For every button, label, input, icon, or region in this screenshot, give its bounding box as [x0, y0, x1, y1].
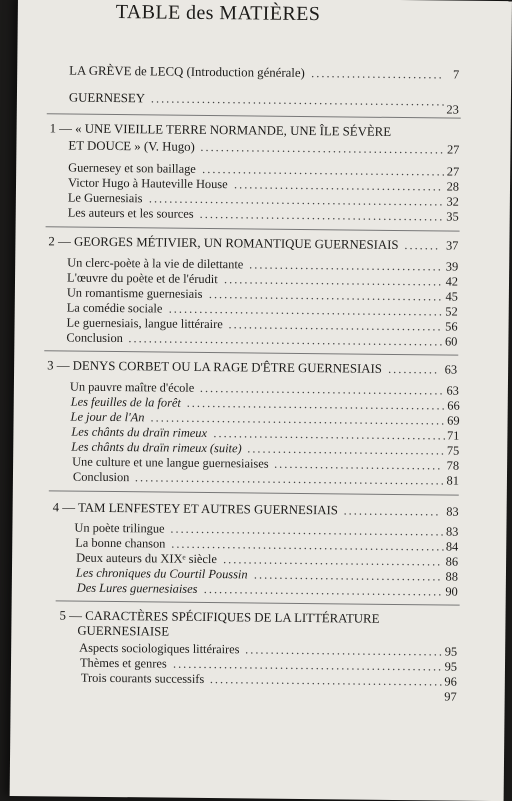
dot-leader: .......................................................... [150, 410, 447, 428]
toc-row [68, 205, 459, 226]
toc-entry-label: L'œuvre du poète et de l'érudit [66, 270, 218, 287]
dot-leader: ................................................ [202, 161, 447, 179]
dot-leader: ................................. [274, 456, 443, 473]
toc-entry-page: 95 [444, 644, 458, 659]
toc-entry-label: LA GRÈVE de LECQ (Introduction générale) [69, 63, 305, 81]
toc-entry-page: 81 [446, 473, 460, 488]
toc-entry-page: 69 [447, 413, 460, 428]
toc-entry-page: 97 [444, 689, 457, 704]
dot-leader: .............................................. [213, 426, 448, 443]
toc-entry-page: 90 [445, 584, 458, 599]
toc-entry-page: 83 [446, 504, 459, 519]
toc-entry-page: 37 [445, 238, 459, 253]
toc-entry-label: GUERNESEY [68, 90, 146, 106]
toc-entry-page: 63 [446, 383, 459, 398]
toc-entry-page: 78 [446, 458, 460, 473]
toc-entry-label: Un pauvre maître d'école [69, 379, 195, 395]
toc-entry-label: Thèmes et genres [79, 655, 167, 671]
dot-leader: ................................................ [199, 380, 445, 398]
toc-entry-label: Victor Hugo à Hauteville House [67, 175, 228, 192]
toc-entry-label: 2 — GEORGES MÉTIVIER, UN ROMANTIQUE GUERNESIAIS [48, 234, 399, 252]
dot-leader: .......... [388, 361, 440, 377]
toc-entry-page: 27 [446, 164, 460, 179]
toc-row [53, 499, 459, 520]
toc-row [68, 138, 459, 159]
toc-entry-page: 27 [446, 142, 460, 157]
toc-entry-label: Des Lures guernesiaises [76, 580, 198, 596]
toc-entry-page: 95 [444, 659, 458, 674]
bleed-through [463, 1, 512, 521]
dot-leader: .......................................................... [150, 91, 447, 109]
section-rule [44, 350, 458, 355]
toc-entry-label: Les chroniques du Courtil Poussin [75, 565, 248, 582]
toc-entry-label: Les auteurs et les sources [67, 205, 194, 221]
dot-leader: ..................................................... [172, 656, 444, 674]
toc-entry-page: 28 [446, 179, 460, 194]
toc-entry-page: 60 [444, 334, 458, 349]
toc-row [47, 357, 457, 378]
dot-leader: ............................................................. [134, 470, 446, 488]
dot-leader: ............................................... [203, 581, 444, 599]
toc-row [48, 233, 458, 254]
toc-entry-label: Une culture et une langue guernesiaises [72, 454, 269, 471]
section-rule [47, 113, 461, 118]
toc-entry-page: 66 [447, 398, 460, 413]
toc-entry-label: Conclusion [66, 330, 123, 346]
toc-entry-label: Un poète trilingue [74, 520, 165, 536]
dot-leader: ................................................... [186, 395, 447, 413]
toc-entry-page: 45 [445, 289, 458, 304]
toc-entry-label: Les feuilles de la forêt [70, 394, 181, 410]
toc-entry-label: 3 — DENYS CORBET OU LA RAGE D'ÊTRE GUERNESIAIS [47, 358, 382, 376]
toc-entry-label: La comédie sociale [66, 300, 163, 316]
toc-entry-label: Les chânts du draïn rimeux [71, 424, 208, 441]
toc-entry-label: Un romantisme guernesiais [66, 285, 203, 301]
toc-entry-label: 1 — « UNE VIEILLE TERRE NORMANDE, UNE ÎLE SÉVÈRE [49, 121, 392, 139]
toc-entry-label: Un clerc-poète à la vie de dilettante [67, 255, 244, 272]
toc-entry-label: ET DOUCE » (V. Hugo) [68, 138, 195, 154]
toc-entry-page: 84 [445, 539, 459, 554]
toc-entry-page: 75 [446, 443, 460, 458]
dot-leader: ......................................... [233, 177, 444, 194]
toc-entry-page: 7 [452, 67, 460, 82]
dot-leader: ...................................................... [171, 536, 447, 554]
section-rule [46, 226, 460, 231]
toc-entry-label: La bonne chanson [75, 535, 166, 551]
toc-entry-label: Trois courants successifs [80, 670, 205, 686]
dot-leader: ...................................................... [170, 521, 446, 539]
dot-leader: .......................... [311, 66, 444, 82]
dot-leader: ........................................... [223, 272, 444, 289]
dot-leader: ........................................... [223, 552, 443, 569]
toc-row [69, 63, 459, 84]
dot-leader: .......................................... [228, 317, 443, 334]
dot-leader: .............................................. [209, 672, 445, 689]
toc-entry-page: 86 [445, 554, 459, 569]
dot-leader: ...................................................... [168, 301, 445, 319]
dot-leader: .............................................................. [128, 331, 445, 349]
toc-row [81, 685, 457, 706]
dot-leader: ....... [404, 238, 441, 253]
toc-entry-page: 39 [445, 259, 459, 274]
toc-row [73, 469, 459, 490]
toc-entry-page: 56 [445, 319, 458, 334]
toc-entry-label: Guernesey et son baillage [68, 160, 196, 176]
toc-entry-label: Aspects sociologiques littéraires [79, 640, 240, 657]
dot-leader: ...................................... [249, 257, 443, 274]
dot-leader: ..................................... [253, 567, 443, 584]
toc-entry-label: Deux auteurs du XIXᵉ siècle [76, 550, 217, 567]
toc-entry-label: Les chânts du draïn rimeux (suite) [71, 439, 242, 456]
toc-entry-page: 23 [446, 102, 459, 117]
dot-leader: ....................................... [247, 441, 447, 458]
toc-entry-label: Le jour de l'An [70, 409, 145, 425]
dot-leader: .............................................. [208, 287, 444, 304]
dot-leader: ....................................... [245, 642, 445, 659]
toc-entry-page: 83 [445, 524, 459, 539]
toc-entry-label: Le Guernesiais [67, 190, 143, 206]
toc-entry-label: GUERNESIAISE [77, 623, 170, 639]
dot-leader: .......................................................... [148, 191, 445, 209]
toc-entry-page: 52 [445, 304, 458, 319]
toc-entry-label: 4 — TAM LENFESTEY ET AUTRES GUERNESIAIS [52, 500, 338, 518]
toc-entry-page: 32 [446, 194, 459, 209]
toc-entry-label: Conclusion [72, 469, 130, 485]
dot-leader: ................... [343, 503, 441, 519]
toc-row [66, 330, 457, 351]
toc-row [77, 580, 458, 601]
dot-leader: ................................................ [200, 139, 446, 157]
dot-leader: ................................................ [199, 206, 445, 224]
section-rule [49, 490, 459, 495]
toc-entry-page: 71 [446, 428, 460, 443]
section-rule [56, 600, 460, 605]
toc-entry-page: 35 [446, 209, 459, 224]
toc-page [10, 0, 512, 801]
toc-entry-label: 5 — CARACTÈRES SPÉCIFIQUES DE LA LITTÉRATURE [59, 608, 380, 626]
toc-entry-page: 88 [445, 569, 459, 584]
toc-entry-label: Le guernesiais, langue littéraire [66, 315, 223, 332]
toc-entry-page: 96 [444, 674, 457, 689]
page-title: TABLE des MATIÈRES [115, 1, 321, 26]
toc-entry-page: 63 [444, 362, 458, 377]
toc-row [68, 90, 459, 117]
toc-entry-page: 42 [445, 274, 459, 289]
